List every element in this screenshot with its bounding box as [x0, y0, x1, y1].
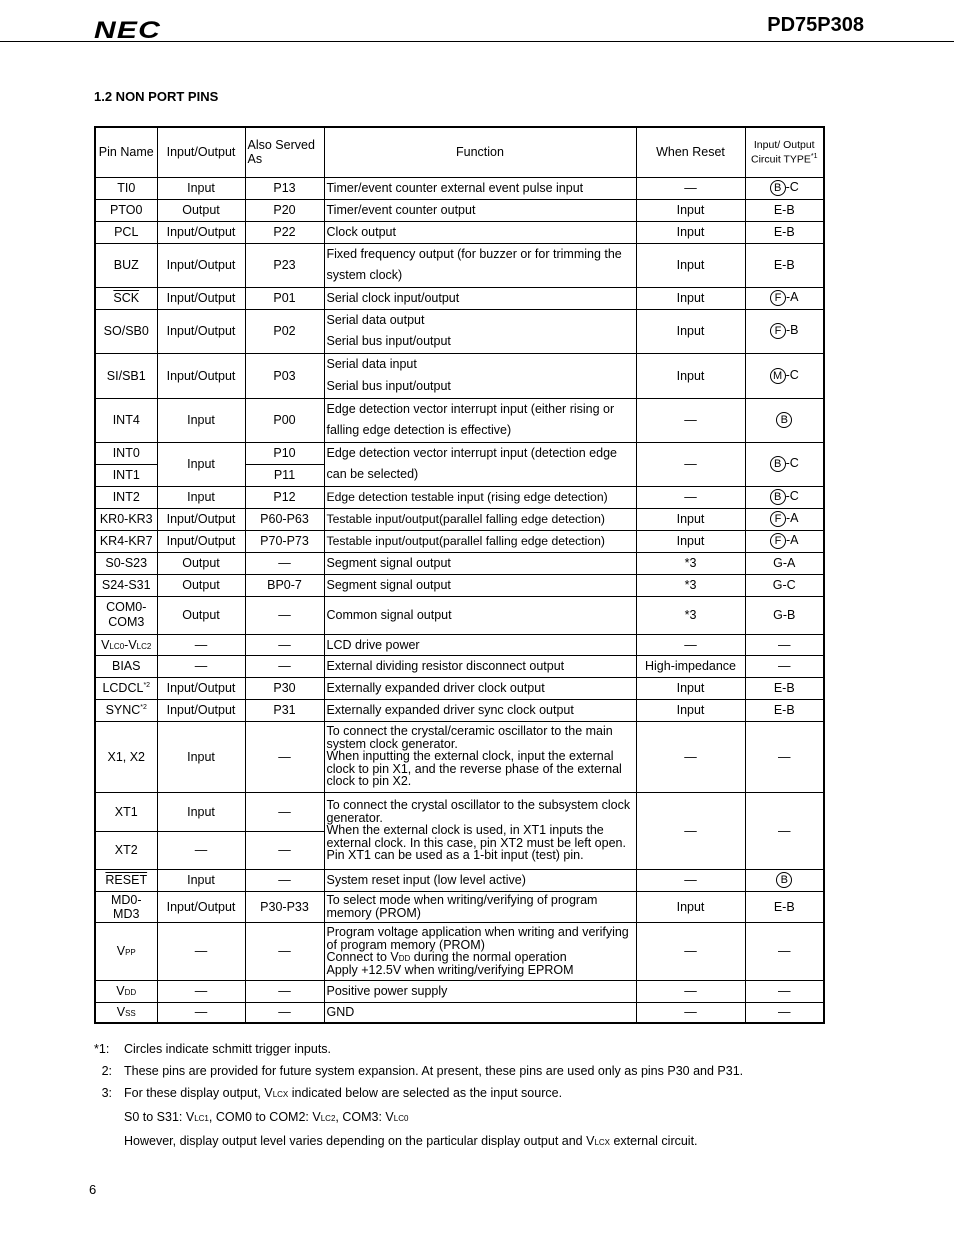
pin-name: INT0 — [95, 442, 157, 464]
pin-type: E-B — [745, 699, 824, 721]
pin-also: P03 — [245, 353, 324, 398]
pin-also: P60-P63 — [245, 508, 324, 530]
table-row — [95, 792, 824, 831]
pin-name: TI0 — [95, 177, 157, 199]
footnote-3: 3: For these display output, VLCX indicated below are selected as the input source. — [101, 1086, 563, 1100]
table-row — [95, 309, 824, 353]
pin-io: Input — [157, 442, 245, 486]
table-row — [95, 922, 824, 980]
pin-io: Input — [157, 398, 245, 442]
pin-io: Output — [157, 199, 245, 221]
pin-also: P02 — [245, 309, 324, 353]
schmitt-circle-icon: F — [770, 323, 786, 339]
pin-also: — — [245, 922, 324, 980]
table-row — [95, 634, 824, 655]
footnote-3-remark: However, display output level varies depending on the particular display output and VLCX external circuit. — [124, 1134, 698, 1148]
pin-name: COM0- COM3 — [95, 596, 157, 634]
table-row — [95, 353, 824, 398]
pin-name: MD0-MD3 — [95, 891, 157, 922]
pin-function: Serial data output Serial bus input/output — [324, 309, 636, 353]
pin-also: P70-P73 — [245, 530, 324, 552]
pin-also: P20 — [245, 199, 324, 221]
pin-io: — — [157, 1002, 245, 1023]
pin-reset: Input — [636, 891, 745, 922]
pin-reset: — — [636, 634, 745, 655]
col-also-served-as: Also Served As — [245, 127, 324, 177]
pin-io: Input/Output — [157, 221, 245, 243]
pin-type: E-B — [745, 243, 824, 287]
pin-type: — — [745, 721, 824, 792]
part-number: PD75P308 — [767, 14, 864, 36]
pin-function: Edge detection vector interrupt input (either rising or falling edge detection is effective) — [324, 398, 636, 442]
footnotes — [94, 1038, 743, 1154]
pin-function: Segment signal output — [324, 552, 636, 574]
pin-also: P30-P33 — [245, 891, 324, 922]
pin-type: — — [745, 634, 824, 655]
pin-reset: — — [636, 442, 745, 486]
pin-function: Fixed frequency output (for buzzer or for trimming the system clock) — [324, 243, 636, 287]
pin-function: Edge detection vector interrupt input (detection edge can be selected) — [324, 442, 636, 486]
pin-reset: — — [636, 398, 745, 442]
table-row — [95, 287, 824, 309]
table-row — [95, 891, 824, 922]
table-row — [95, 574, 824, 596]
table-row — [95, 442, 824, 464]
pin-name: KR4-KR7 — [95, 530, 157, 552]
pin-name: SO/SB0 — [95, 309, 157, 353]
pin-name: XT2 — [95, 831, 157, 869]
pin-io: Input/Output — [157, 287, 245, 309]
pin-type: E-B — [745, 677, 824, 699]
pin-function: Program voltage application when writing and verifying of program memory (PROM) Connect to VDD during the normal operation Apply +12.5V when writing/verifying EPROM — [324, 922, 636, 980]
pin-also: P01 — [245, 287, 324, 309]
pin-type: E-B — [745, 891, 824, 922]
pin-type: E-B — [745, 199, 824, 221]
pin-io: Input/Output — [157, 699, 245, 721]
pin-type: — — [745, 1002, 824, 1023]
pin-reset: *3 — [636, 596, 745, 634]
pin-function: External dividing resistor disconnect output — [324, 655, 636, 677]
schmitt-circle-icon: B — [770, 456, 786, 472]
pin-io: Input/Output — [157, 891, 245, 922]
pin-also: — — [245, 596, 324, 634]
pin-reset: *3 — [636, 552, 745, 574]
pin-reset: Input — [636, 530, 745, 552]
pin-reset: Input — [636, 287, 745, 309]
schmitt-circle-icon: F — [770, 290, 786, 306]
table-row — [95, 677, 824, 699]
pin-name: S24-S31 — [95, 574, 157, 596]
pin-function: Externally expanded driver sync clock output — [324, 699, 636, 721]
pin-reset: — — [636, 721, 745, 792]
pin-also: — — [245, 792, 324, 831]
pin-type: B -C — [745, 486, 824, 508]
pin-io: Input — [157, 869, 245, 891]
pin-reset: Input — [636, 199, 745, 221]
pin-name: VLC0-VLC2 — [95, 634, 157, 655]
pin-name: LCDCL$^{*2}$ — [95, 677, 157, 699]
footnote-2: 2: These pins are provided for future system expansion. At present, these pins are used only as pins P30 and P31. — [101, 1064, 744, 1078]
table-row — [95, 699, 824, 721]
pin-name: S0-S23 — [95, 552, 157, 574]
pin-also: — — [245, 655, 324, 677]
pin-reset: Input — [636, 677, 745, 699]
table-row — [95, 721, 824, 792]
pin-name: INT2 — [95, 486, 157, 508]
pin-io: — — [157, 980, 245, 1002]
footnote-1: *1: Circles indicate schmitt trigger inputs. — [94, 1042, 332, 1056]
pin-function: GND — [324, 1002, 636, 1023]
col-circuit-type: Input/ Output Circuit TYPE$^{*1}$ — [745, 127, 824, 177]
pin-name: INT1 — [95, 464, 157, 486]
pin-reset: Input — [636, 243, 745, 287]
pin-name: VSS — [95, 1002, 157, 1023]
pin-name: $\overline{SCK}$ — [95, 287, 157, 309]
table-row — [95, 980, 824, 1002]
pin-type: — — [745, 655, 824, 677]
pin-io: — — [157, 634, 245, 655]
pin-name: PTO0 — [95, 199, 157, 221]
pin-reset: — — [636, 869, 745, 891]
pin-io: Input/Output — [157, 353, 245, 398]
pin-function: Common signal output — [324, 596, 636, 634]
pin-type — [745, 869, 824, 891]
pin-type: — — [745, 792, 824, 869]
table-row — [95, 508, 824, 530]
col-pin-name: Pin Name — [95, 127, 157, 177]
pin-name: VPP — [95, 922, 157, 980]
schmitt-circle-icon: M — [770, 368, 786, 384]
pin-also: P00 — [245, 398, 324, 442]
col-when-reset: When Reset — [636, 127, 745, 177]
nec-logo: NEC — [94, 17, 162, 44]
pin-reset: *3 — [636, 574, 745, 596]
pin-also: — — [245, 1002, 324, 1023]
pin-also: P31 — [245, 699, 324, 721]
schmitt-circle-icon: B — [770, 180, 786, 196]
pin-also: P22 — [245, 221, 324, 243]
pin-name: X1, X2 — [95, 721, 157, 792]
pin-function: Timer/event counter output — [324, 199, 636, 221]
pin-io: Input — [157, 792, 245, 831]
pin-also: — — [245, 634, 324, 655]
pin-io: Output — [157, 596, 245, 634]
pin-type: — — [745, 922, 824, 980]
pin-function: Edge detection testable input (rising edge detection) — [324, 486, 636, 508]
pin-function: Testable input/output(parallel falling edge detection) — [324, 530, 636, 552]
pin-also: P23 — [245, 243, 324, 287]
section-title: 1.2 NON PORT PINS — [94, 89, 219, 104]
pin-io: Input — [157, 721, 245, 792]
pin-also: — — [245, 552, 324, 574]
pin-function: Timer/event counter external event pulse input — [324, 177, 636, 199]
pin-function: Externally expanded driver clock output — [324, 677, 636, 699]
pin-reset: — — [636, 922, 745, 980]
pin-also: P30 — [245, 677, 324, 699]
pin-reset: Input — [636, 508, 745, 530]
header-rule — [0, 41, 954, 42]
pin-type: — — [745, 980, 824, 1002]
pin-io: — — [157, 922, 245, 980]
pin-type: F -A — [745, 287, 824, 309]
pin-reset: Input — [636, 699, 745, 721]
pin-name: XT1 — [95, 792, 157, 831]
table-row — [95, 221, 824, 243]
pin-reset: High-impedance — [636, 655, 745, 677]
table-row — [95, 869, 824, 891]
pin-reset: — — [636, 177, 745, 199]
pin-function: Testable input/output(parallel falling edge detection) — [324, 508, 636, 530]
pin-type: F -A — [745, 530, 824, 552]
table-row — [95, 243, 824, 287]
pin-function: To select mode when writing/verifying of program memory (PROM) — [324, 891, 636, 922]
pin-reset: Input — [636, 309, 745, 353]
pin-function: To connect the crystal oscillator to the subsystem clock generator. When the external clock is used, in XT1 inputs the external clock. In this case, pin XT2 must be left open. Pin XT1 can be used as a 1-bit input (test) pin. — [324, 792, 636, 869]
pin-also: — — [245, 869, 324, 891]
table-row — [95, 199, 824, 221]
pin-name: RESET — [95, 869, 157, 891]
pin-also: BP0-7 — [245, 574, 324, 596]
footnote-3-detail: S0 to S31: VLC1, COM0 to COM2: VLC2, COM3: VLC0 — [124, 1110, 409, 1124]
pin-io: Output — [157, 552, 245, 574]
table-row — [95, 177, 824, 199]
pin-type — [745, 398, 824, 442]
pin-function: Serial clock input/output — [324, 287, 636, 309]
pin-io: — — [157, 831, 245, 869]
pin-function: System reset input (low level active) — [324, 869, 636, 891]
pin-io: Input/Output — [157, 309, 245, 353]
pin-name: KR0-KR3 — [95, 508, 157, 530]
pin-name: INT4 — [95, 398, 157, 442]
pin-function: Segment signal output — [324, 574, 636, 596]
pin-type: F -B — [745, 309, 824, 353]
pin-type: G-C — [745, 574, 824, 596]
pin-io: Input/Output — [157, 243, 245, 287]
col-input-output: Input/Output — [157, 127, 245, 177]
pin-also: — — [245, 980, 324, 1002]
table-row — [95, 486, 824, 508]
pin-reset: — — [636, 980, 745, 1002]
pin-name: BUZ — [95, 243, 157, 287]
pin-also: — — [245, 721, 324, 792]
pin-name: SI/SB1 — [95, 353, 157, 398]
pin-reset: — — [636, 1002, 745, 1023]
pin-name: SYNC$^{*2}$ — [95, 699, 157, 721]
pin-type: E-B — [745, 221, 824, 243]
schmitt-circle-icon: B — [776, 872, 792, 888]
pin-name: VDD — [95, 980, 157, 1002]
pin-also: P13 — [245, 177, 324, 199]
table-row — [95, 1002, 824, 1023]
pin-function: Serial data input Serial bus input/output — [324, 353, 636, 398]
table-row — [95, 655, 824, 677]
pin-name: PCL — [95, 221, 157, 243]
pin-type: M -C — [745, 353, 824, 398]
pin-io: Input/Output — [157, 508, 245, 530]
pin-io: — — [157, 655, 245, 677]
table-row — [95, 596, 824, 634]
schmitt-circle-icon: F — [770, 511, 786, 527]
table-row — [95, 552, 824, 574]
pin-io: Input/Output — [157, 677, 245, 699]
table-header-row — [95, 127, 824, 177]
non-port-pins-table — [94, 126, 825, 1024]
pin-reset: — — [636, 792, 745, 869]
pin-io: Input — [157, 486, 245, 508]
pin-reset: — — [636, 486, 745, 508]
pin-also: P12 — [245, 486, 324, 508]
pin-function: To connect the crystal/ceramic oscillator to the main system clock generator. When inputting the external clock, input the external clock to pin X1, and the reverse phase of the external clock to pin X2. — [324, 721, 636, 792]
pin-reset: Input — [636, 353, 745, 398]
pin-also: — — [245, 831, 324, 869]
pin-name: BIAS — [95, 655, 157, 677]
pin-io: Input/Output — [157, 530, 245, 552]
pin-reset: Input — [636, 221, 745, 243]
page-number: 6 — [89, 1182, 97, 1197]
schmitt-circle-icon: F — [770, 533, 786, 549]
table-row — [95, 530, 824, 552]
pin-type: B -C — [745, 442, 824, 486]
pin-type: F -A — [745, 508, 824, 530]
schmitt-circle-icon: B — [776, 412, 792, 428]
pin-also: P11 — [245, 464, 324, 486]
pin-function: Positive power supply — [324, 980, 636, 1002]
pin-type: G-A — [745, 552, 824, 574]
pin-io: Output — [157, 574, 245, 596]
schmitt-circle-icon: B — [770, 489, 786, 505]
table-row — [95, 398, 824, 442]
pin-function: Clock output — [324, 221, 636, 243]
pin-function: LCD drive power — [324, 634, 636, 655]
col-function: Function — [324, 127, 636, 177]
pin-also: P10 — [245, 442, 324, 464]
pin-io: Input — [157, 177, 245, 199]
pin-type: G-B — [745, 596, 824, 634]
pin-type: B -C — [745, 177, 824, 199]
